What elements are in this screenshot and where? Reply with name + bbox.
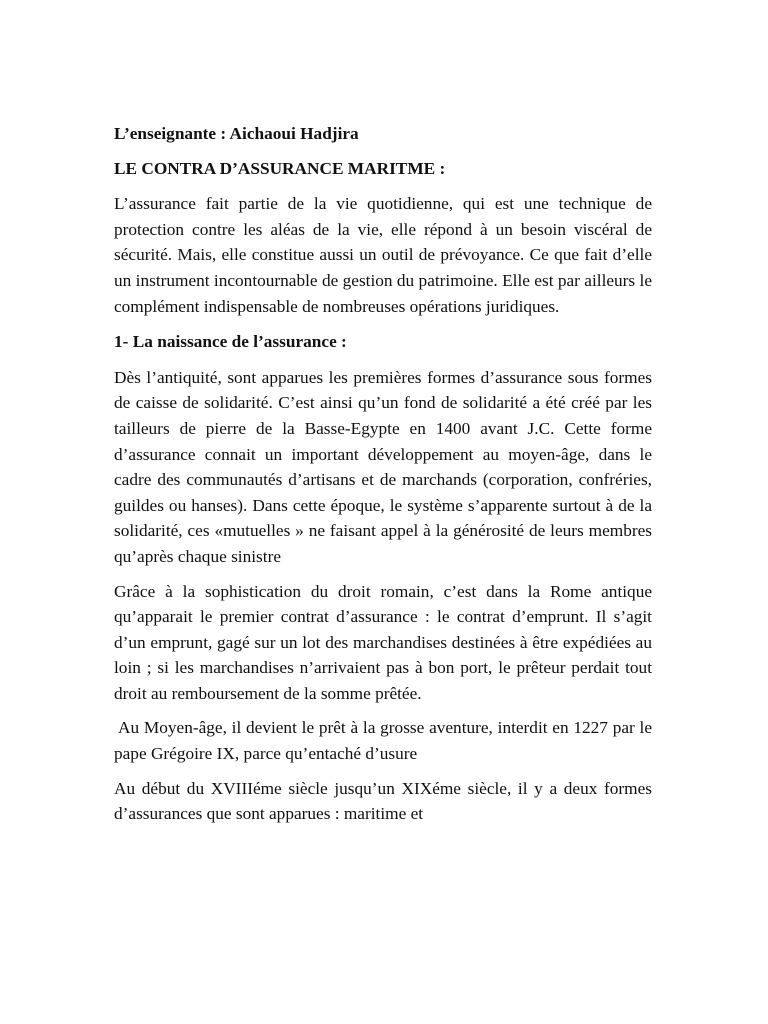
body-paragraph: Au début du XVIIIéme siècle jusqu’un XIXéme siècle, il y a deux formes d’assurances que sont apparues : maritime et	[114, 778, 652, 824]
body-paragraph: Au Moyen-âge, il devient le prêt à la grosse aventure, interdit en 1227 par le pape Grégoire IX, parce qu’entaché d’usure	[114, 718, 652, 764]
document-title: LE CONTRA D’ASSURANCE MARITME :	[114, 158, 446, 178]
body-paragraph: Dès l’antiquité, sont apparues les premières formes d’assurance sous formes de caisse de solidarité. C’est ainsi qu’un fond de solidarité a été créé par les tailleurs de pierre de la Basse-Egypte en 1400 avant J.C. Cette forme d’assurance connait un important développement au moyen-âge, dans le cadre des communautés d’artisans et de marchands (corporation, confréries, guildes ou hanses). Dans cette époque, le système s’apparente surtout à de la solidarité, ces «mutuelles » ne faisant appel à la générosité de leurs membres qu’après chaque sinistre	[114, 367, 652, 566]
intro-paragraph: L’assurance fait partie de la vie quotidienne, qui est une technique de protection contre les aléas de la vie, elle répond à un besoin viscéral de sécurité. Mais, elle constitue aussi un outil de prévoyance. Ce que fait d’elle un instrument incontournable de gestion du patrimoine. Elle est par ailleurs le complément indispensable de nombreuses opérations juridiques.	[114, 194, 652, 316]
body-paragraph: Grâce à la sophistication du droit romain, c’est dans la Rome antique qu’apparait le premier contrat d’assurance : le contrat d’emprunt. Il s’agit d’un emprunt, gagé sur un lot des marchandises destinées à être expédiées au loin ; si les marchandises n’arrivaient pas à bon port, le prêteur perdait tout droit au remboursement de la somme prêtée.	[114, 581, 652, 703]
author-line: L’enseignante : Aichaoui Hadjira	[114, 124, 359, 143]
section-heading: 1- La naissance de l’assurance :	[114, 332, 347, 352]
document-body	[114, 121, 652, 827]
